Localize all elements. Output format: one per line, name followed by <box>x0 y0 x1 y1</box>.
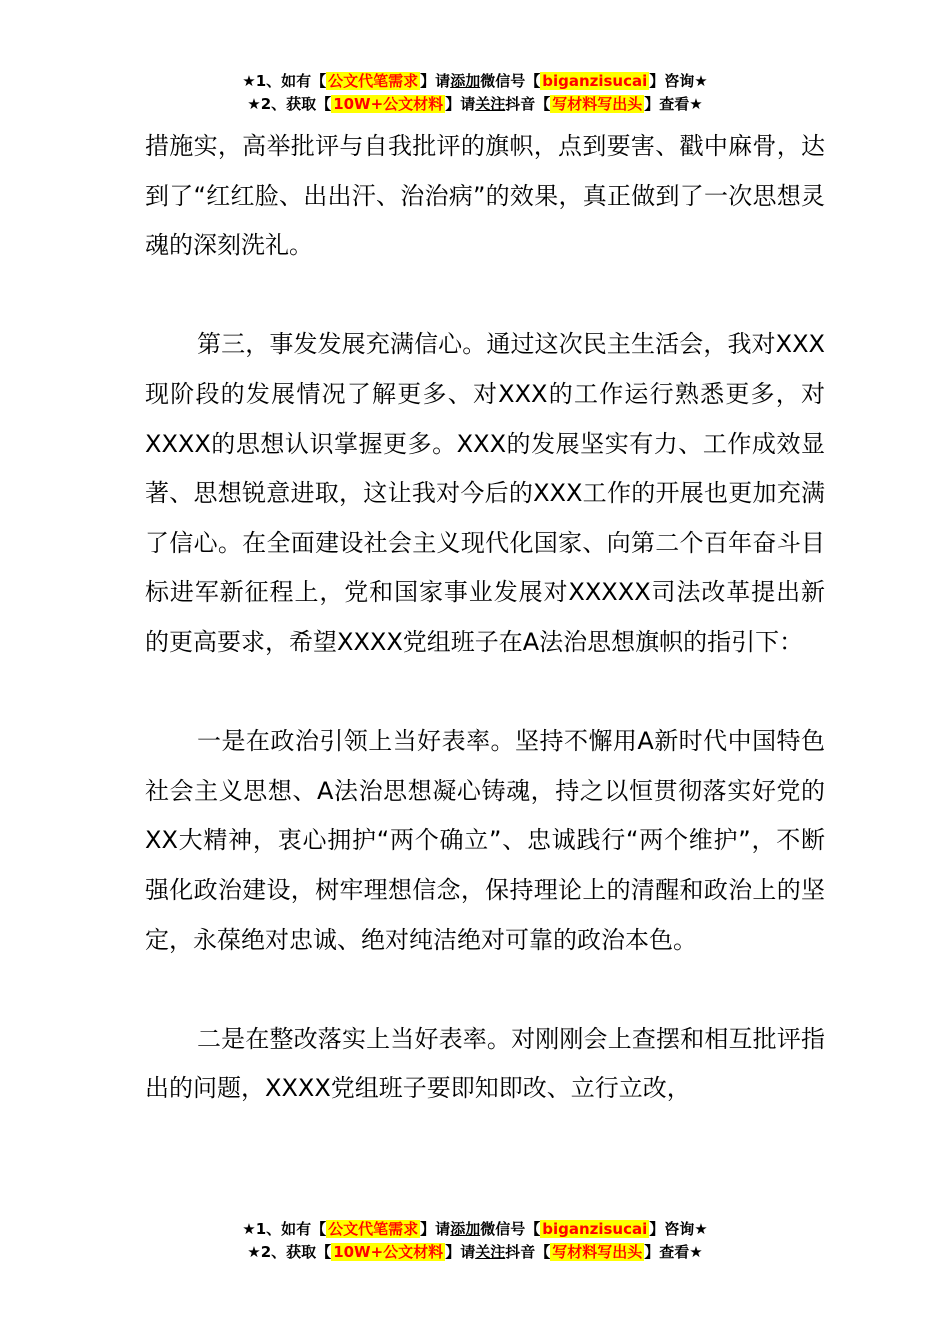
promo-text: ★1、如有【 <box>242 1220 327 1238</box>
promo-text: 】咨询★ <box>649 1220 708 1238</box>
promo-text: 】请 <box>445 1243 476 1261</box>
promo-text: 】查看★ <box>644 95 703 113</box>
paragraph-spacer <box>145 271 825 321</box>
footer-promo-banner <box>0 1218 950 1264</box>
promo-line-2 <box>0 1241 950 1264</box>
promo-text: 】请 <box>420 72 451 90</box>
document-body <box>145 122 825 1114</box>
promo-wechat-id: biganzisucai <box>542 1220 648 1238</box>
promo-highlight: 10W+公文材料 <box>333 1243 444 1261</box>
promo-text: ★2、获取【 <box>247 1243 332 1261</box>
promo-text: 】请 <box>445 95 476 113</box>
promo-text: 抖音【 <box>505 1243 551 1261</box>
promo-underlined-text: 关注 <box>475 95 506 113</box>
promo-text: 】请 <box>420 1220 451 1238</box>
promo-underlined-text: 添加 <box>450 1220 481 1238</box>
body-paragraph: 第三，事发发展充满信心。通过这次民主生活会，我对XXX现阶段的发展情况了解更多、对XXX的工作运行熟悉更多，对XXXX的思想认识掌握更多。XXX的发展坚实有力、工作成效显著、思想锐意进取，这让我对今后的XXX工作的开展也更加充满了信心。在全面建设社会主义现代化国家、向第二个百年奋斗目标进军新征程上，党和国家事业发展对XXXXX司法改革提出新的更高要求，希望XXXX党组班子在A法治思想旗帜的指引下： <box>145 330 825 656</box>
promo-wechat-id: biganzisucai <box>542 72 648 90</box>
header-promo-banner <box>0 70 950 116</box>
promo-highlight: 公文代笔需求 <box>328 1220 419 1238</box>
promo-line-1 <box>0 1218 950 1241</box>
promo-underlined-text: 添加 <box>450 72 481 90</box>
promo-text: 】查看★ <box>644 1243 703 1261</box>
promo-text: ★1、如有【 <box>242 72 327 90</box>
promo-text: 微信号【 <box>480 1220 541 1238</box>
promo-text: 微信号【 <box>480 72 541 90</box>
promo-text: 抖音【 <box>505 95 551 113</box>
promo-underlined-text: 关注 <box>475 1243 506 1261</box>
promo-text: ★2、获取【 <box>247 95 332 113</box>
promo-text: 】咨询★ <box>649 72 708 90</box>
promo-douyin-account: 写材料写出头 <box>552 95 643 113</box>
paragraph-spacer <box>145 668 825 718</box>
promo-douyin-account: 写材料写出头 <box>552 1243 643 1261</box>
promo-highlight: 公文代笔需求 <box>328 72 419 90</box>
promo-highlight: 10W+公文材料 <box>333 95 444 113</box>
promo-line-1 <box>0 70 950 93</box>
body-paragraph: 二是在整改落实上当好表率。对刚刚会上查摆和相互批评指出的问题，XXXX党组班子要即知即改、立行立改， <box>145 1024 825 1103</box>
body-paragraph: 措施实，高举批评与自我批评的旗帜，点到要害、戳中麻骨，达到了“红红脸、出出汗、治治病”的效果，真正做到了一次思想灵魂的深刻洗礼。 <box>145 132 825 260</box>
body-paragraph: 一是在政治引领上当好表率。坚持不懈用A新时代中国特色社会主义思想、A法治思想凝心铸魂，持之以恒贯彻落实好党的XX大精神，衷心拥护“两个确立”、忠诚践行“两个维护”，不断强化政治建设，树牢理想信念，保持理论上的清醒和政治上的坚定，永葆绝对忠诚、绝对纯洁绝对可靠的政治本色。 <box>145 727 825 954</box>
paragraph-spacer <box>145 965 825 1015</box>
promo-line-2 <box>0 93 950 116</box>
